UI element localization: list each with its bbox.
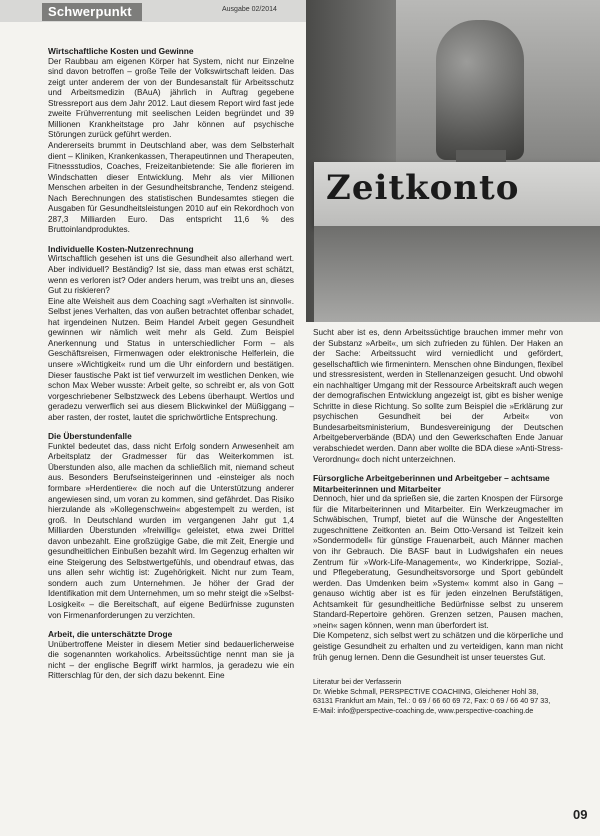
author-label: Literatur bei der Verfasserin <box>313 677 402 687</box>
paragraph: Eine alte Weisheit aus dem Coaching sagt »Verhalten ist sinnvoll«. Selbst jenes Verhalten, das von außen betrachtet offenbar schadet, hat irgendeinen Nutzen. Beim Handel Arbeit gegen Gesundheit gewinnen wir nämlich weit mehr als Geld. Zum Beispiel Anerkennung und Status in unterschiedlicher Form – als Geschäftsreisen, Firmenwagen oder elektronische Helferlein, die unsere »Wichtigkeit« rund um die Uhr einfordern und bestätigen. Dieser faustische Pakt ist tief verwurzelt im westlichen Denken, wie schon Max Weber wusste: Arbeit gelte, so schreibt er, als von Gott vorgeschriebener Selbstzweck des Lebens überhaupt. Wertlos und geradezu verwerflich sei aus diesem Blickwinkel der Müßiggang – aber rasten, der rostet, lautet die sprichwörtliche Entsprechung. <box>48 296 294 422</box>
stamp-text: Zeitkonto <box>326 168 520 208</box>
page-number: 09 <box>573 807 588 822</box>
author-line: E-Mail: info@perspective-coaching.de, www.perspective-coaching.de <box>313 705 534 715</box>
section-heading: Die Überstundenfalle <box>48 431 132 442</box>
stamp-handle <box>436 20 524 160</box>
section-label: Schwerpunkt <box>42 3 142 21</box>
paragraph: Funktel bedeutet das, dass nicht Erfolg sondern Anwesenheit am Arbeitsplatz der Gradmesser für das Weiterkommen ist. Überstunden also, alle machen da schließlich mit, niemand scheut aus. Besonders Berufseinsteigerinnen und -einsteiger als noch formbare »Herdentiere« die noch auf die Unterstützung anderer angewiesen sind, um voran zu kommen, sind gefährdet. Das Risiko hierzulande als »Kollegenschwein« abgestempelt zu werden, ist groß. In Deutschland wurden im vergangenen Jahr gut 1,4 Milliarden Überstunden »freiwillig« geleistet, etwa zwei Drittel davon unbezahlt. Eine großzügige Gabe, die mit Zeit, Energie und gesundheitlichen Einbußen bezahlt wird. Im Gegenzug erhalten wir eine Steigerung des Selbstwertgefühls, und obendrauf etwas, das uns allen sehr wichtig ist: Zugehörigkeit. Nicht nur zum Team, sondern auch zum Unternehmen. Je höher der Grad der Identifikation mit dem Unternehmen, um so mehr steigt die »Selbst-Losigkeit« – die Bereitschaft, auf eigene Bedürfnisse zugunsten von Firmenanforderungen zu verzichten. <box>48 441 294 620</box>
author-info <box>313 677 563 715</box>
section-heading: Individuelle Kosten-Nutzenrechnung <box>48 243 194 254</box>
paragraph: Dennoch, hier und da sprießen sie, die zarten Knospen der Fürsorge für die Mitarbeiterinnen und Mitarbeiter. Ein Werkzeugmacher im Schwäbischen, Trumpf, bietet auf die Wünsche der Angestellten zugeschnittene Zeitkonten an. Beim Otto-Versand ist Teilzeit kein »Sondermodell« für günstige Frauenarbeit, auch Männer machen von ihr Gebrauch. Die BASF baut in Ludwigshafen ein neues Zentrum für »Work-Life-Management«, wo Kinderkrippe, Sozial-, und Pflegeberatung, Gesundheitsvorsorge und Sport gebündelt werden. Das Umdenken beim »System« kommt also in Gang – genauso wichtig aber ist es für jeden einzelnen Berufstätigen, Achtsamkeit für gesundheitliche Bedürfnisse selbst zu unserem Standard-Repertoire gehören. Grenzen setzen, Pausen machen, »nein« sagen können, wenn man überfordert ist. <box>313 494 563 630</box>
author-line: 63131 Frankfurt am Main, Tel.: 0 69 / 66 60 69 72, Fax: 0 69 / 66 40 97 33, <box>313 696 551 706</box>
paragraph: Die Kompetenz, sich selbst wert zu schätzen und die körperliche und geistige Gesundheit zu erhalten und zu verteidigen, kann man nicht früh genug lernen. Denn die Gesundheit ist unser teuerstes Gut. <box>313 631 563 662</box>
zeitkonto-stamp-photo <box>306 0 600 322</box>
paragraph: Unübertroffene Meister in diesem Metier sind bedauerlicherweise die sogenannten workaholics. Arbeitssüchtige nennt man sie ja nicht – der englische Begriff wirkt harmlos, ja geradezu wie ein Ritterschlag für den, der sich dazu bekennt. Eine <box>48 639 294 681</box>
left-column <box>48 46 294 682</box>
paragraph: Wirtschaftlich gesehen ist uns die Gesundheit also allerhand wert. Aber individuell? Beständig? Ist sie, dass man etwas erst schätzt, wenn es verloren ist? Oder anders herum, was treibt uns an, dieses Gut zu riskieren? <box>48 254 294 296</box>
stamp-base <box>314 226 600 322</box>
section-heading: Wirtschaftliche Kosten und Gewinne <box>48 46 194 56</box>
paragraph: Andererseits brummt in Deutschland aber, was dem Selbsterhalt dient – Kliniken, Krankenkassen, Therapeutinnen und Therapeuten, Fitnessstudios, Coaches, Freizeitanbietende: Sie alle florieren im Windschatten dieser Entwicklung. Mehr als vier Millionen Menschen arbeiten in der Gesundheitsbranche, Tendenz steigend. Nach Berechnungen des statistischen Bundesamtes stiegen die Ausgaben für Gesundheitsleistungen 2010 auf ein Rekordhoch von 287,3 Milliarden Euro. Das entspricht 11,6 % des Bruttoinlandproduktes. <box>48 140 294 235</box>
paragraph: Der Raubbau am eigenen Körper hat System, nicht nur Einzelne sind davon betroffen – große Teile der Volkswirtschaft leiden. Das zeigt unter anderem der von der Bundesanstalt für Arbeitsschutz und Arbeitsmedizin (BAuA) jährlich in Auftrag gegebene Stressreport aus dem Jahr 2012. Laut diesem Report wird fast jede zweite Frühverrentung mit seelischen Leiden begründet und 39 Millionen Krankheitstage pro Jahr können auf psychische Störungen zurück geführt werden. <box>48 56 294 140</box>
right-column <box>313 328 563 715</box>
issue-label: Ausgabe 02/2014 <box>222 6 277 13</box>
author-line: Dr. Wiebke Schmall, PERSPECTIVE COACHING, Gleichener Hohl 38, <box>313 686 539 696</box>
paragraph: Sucht aber ist es, denn Arbeitssüchtige brauchen immer mehr von der Substanz »Arbeit«, um sich zufrieden zu fühlen. Der Haken an der Sache: Arbeitssucht wird verniedlicht und gefördert, gesellschaftlich wie firmenintern. Menschen ohne Bindungen, flexibel und stressresistent, werden in Stellenanzeigen gesucht. Und obwohl ein nachhaltiger Umgang mit der Ressource Arbeitskraft auch wegen der demografischen Entwicklung angezeigt ist, gibt es bisher wenige Schritte in diese Richtung. So sollte zum Beispiel die »Erklärung zur psychischen Gesundheit bei der Arbeit« von Bundesarbeitsministerium, Bundesvereinigung der Deutschen Arbeitgeberverbände (BDA) und den Gewerkschaften Ende Januar verabschiedet werden. Dann aber wollte die BDA diese »Anti-Stress-Verordnung« doch nicht unterzeichnen. <box>313 328 563 464</box>
section-heading: Arbeit, die unterschätzte Droge <box>48 629 173 640</box>
section-heading: Fürsorgliche Arbeitgeberinnen und Arbeitgeber – achtsame Mitarbeiterinnen und Mitarbeiter <box>313 473 550 494</box>
